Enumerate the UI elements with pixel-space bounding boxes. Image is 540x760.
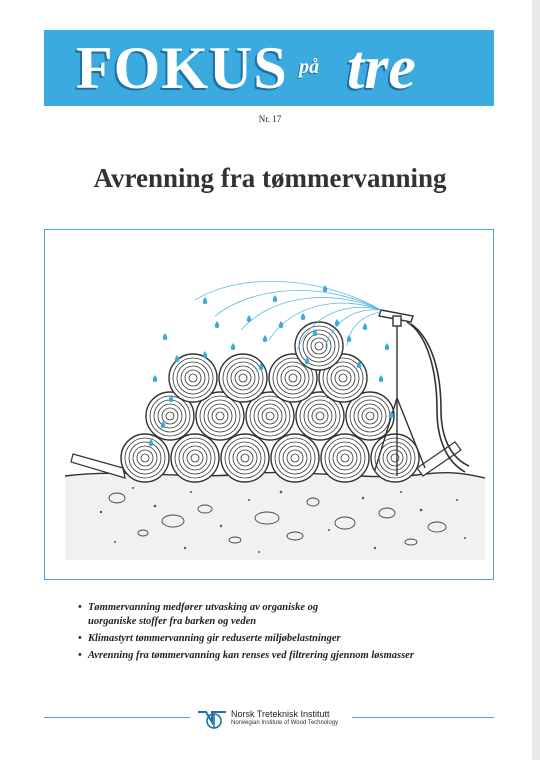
log-end (271, 434, 319, 482)
water-drop (335, 319, 340, 326)
water-drop (385, 343, 390, 350)
bullet-item (78, 601, 508, 629)
bullet-item (78, 632, 508, 646)
log-end (121, 434, 169, 482)
illustration-frame (44, 229, 494, 580)
water-drop (231, 343, 236, 350)
masthead-title: FOKUS (76, 35, 288, 101)
summary-bullets (78, 601, 508, 666)
bullet-dot: • (78, 602, 82, 613)
bullet-line: Tømmervanning medfører utvasking av organiske og (88, 602, 319, 613)
log-end (171, 434, 219, 482)
water-drop (203, 351, 208, 358)
water-drop (347, 335, 352, 342)
footer-rule-right (352, 717, 494, 718)
water-drop (153, 375, 158, 382)
water-drop (323, 285, 328, 292)
water-drop (203, 297, 208, 304)
water-drop (363, 323, 368, 330)
page-headline: Avrenning fra tømmervanning (93, 163, 447, 193)
log-end (295, 322, 343, 370)
footer-institute-english: Norwegian Institute of Wood Technology (231, 720, 339, 726)
water-drop (215, 321, 220, 328)
water-drop (247, 315, 252, 322)
water-spray (195, 281, 381, 350)
bullet-line: Klimastyrt tømmervanning gir reduserte miljøbelastninger (88, 633, 341, 644)
footer-institute-name: Norsk Treteknisk Institutt (231, 709, 330, 719)
water-drop (263, 335, 268, 342)
masthead-small-word: på (299, 56, 319, 78)
masthead-title-end: tre (347, 34, 416, 102)
bullet-line: uorganiske stoffer fra barken og veden (88, 616, 257, 627)
water-drop (301, 313, 306, 320)
bullet-line: Avrenning fra tømmervanning kan renses ved filtrering gjennom løsmasser (88, 650, 414, 661)
log-pile-illustration (45, 230, 495, 581)
bullet-dot: • (78, 650, 82, 661)
masthead-banner (44, 30, 494, 106)
water-drop (175, 355, 180, 362)
bullet-dot: • (78, 633, 82, 644)
nti-logo-icon (196, 708, 228, 730)
log-end (321, 434, 369, 482)
water-drop (163, 333, 168, 340)
right-support-beam (417, 442, 461, 476)
issue-number: Nr. 17 (258, 114, 282, 124)
water-drop (279, 321, 284, 328)
log-end (221, 434, 269, 482)
log-end (219, 354, 267, 402)
water-drop (273, 295, 278, 302)
log-pile (121, 322, 419, 482)
water-drop (379, 375, 384, 382)
ground (65, 472, 485, 560)
bullet-item (78, 649, 508, 663)
footer-rule-left (44, 717, 190, 718)
